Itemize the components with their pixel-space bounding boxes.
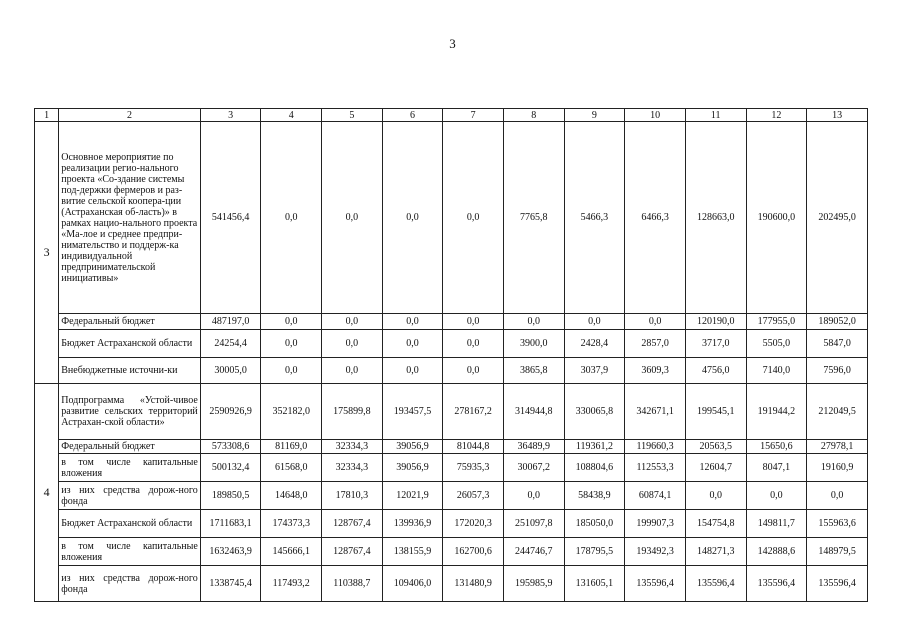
- cell-value: 32334,3: [322, 454, 383, 482]
- cell-value: 1711683,1: [200, 510, 261, 538]
- cell-value: 244746,7: [503, 538, 564, 566]
- cell-value: 24254,4: [200, 330, 261, 358]
- cell-value: 342671,1: [625, 384, 686, 440]
- cell-value: 0,0: [261, 330, 322, 358]
- table-row: [35, 314, 868, 330]
- row-label: Подпрограмма «Устой-чивое развитие сельских территорий Астрахан-ской области»: [59, 384, 201, 440]
- cell-value: 0,0: [503, 314, 564, 330]
- cell-value: 7140,0: [746, 358, 807, 384]
- cell-value: 0,0: [443, 330, 504, 358]
- cell-value: 30067,2: [503, 454, 564, 482]
- cell-value: 0,0: [322, 122, 383, 314]
- cell-value: 110388,7: [322, 566, 383, 602]
- table-row: [35, 566, 868, 602]
- column-header: 4: [261, 109, 322, 122]
- cell-value: 199545,1: [685, 384, 746, 440]
- cell-value: 120190,0: [685, 314, 746, 330]
- cell-value: 314944,8: [503, 384, 564, 440]
- table-row: [35, 510, 868, 538]
- cell-value: 195985,9: [503, 566, 564, 602]
- column-header: 11: [685, 109, 746, 122]
- cell-value: 19160,9: [807, 454, 868, 482]
- cell-value: 117493,2: [261, 566, 322, 602]
- cell-value: 131480,9: [443, 566, 504, 602]
- cell-value: 189850,5: [200, 482, 261, 510]
- cell-value: 119660,3: [625, 440, 686, 454]
- cell-value: 5466,3: [564, 122, 625, 314]
- cell-value: 60874,1: [625, 482, 686, 510]
- cell-value: 0,0: [261, 358, 322, 384]
- cell-value: 17810,3: [322, 482, 383, 510]
- cell-value: 109406,0: [382, 566, 443, 602]
- group-number: 4: [35, 384, 59, 602]
- cell-value: 15650,6: [746, 440, 807, 454]
- cell-value: 135596,4: [685, 566, 746, 602]
- cell-value: 14648,0: [261, 482, 322, 510]
- cell-value: 172020,3: [443, 510, 504, 538]
- cell-value: 352182,0: [261, 384, 322, 440]
- cell-value: 500132,4: [200, 454, 261, 482]
- cell-value: 487197,0: [200, 314, 261, 330]
- column-header: 8: [503, 109, 564, 122]
- cell-value: 202495,0: [807, 122, 868, 314]
- cell-value: 6466,3: [625, 122, 686, 314]
- cell-value: 2857,0: [625, 330, 686, 358]
- cell-value: 135596,4: [625, 566, 686, 602]
- cell-value: 0,0: [443, 122, 504, 314]
- table-row: [35, 440, 868, 454]
- cell-value: 154754,8: [685, 510, 746, 538]
- cell-value: 81169,0: [261, 440, 322, 454]
- cell-value: 5847,0: [807, 330, 868, 358]
- cell-value: 5505,0: [746, 330, 807, 358]
- table-row: [35, 538, 868, 566]
- cell-value: 7596,0: [807, 358, 868, 384]
- cell-value: 0,0: [443, 358, 504, 384]
- cell-value: 61568,0: [261, 454, 322, 482]
- group-number: 3: [35, 122, 59, 384]
- row-label: Бюджет Астраханской области: [59, 330, 201, 358]
- header-row: [35, 109, 868, 122]
- cell-value: 112553,3: [625, 454, 686, 482]
- table-row: [35, 384, 868, 440]
- cell-value: 128767,4: [322, 538, 383, 566]
- column-header: 10: [625, 109, 686, 122]
- cell-value: 135596,4: [746, 566, 807, 602]
- row-label: Федеральный бюджет: [59, 314, 201, 330]
- cell-value: 142888,6: [746, 538, 807, 566]
- cell-value: 0,0: [382, 314, 443, 330]
- cell-value: 36489,9: [503, 440, 564, 454]
- cell-value: 1338745,4: [200, 566, 261, 602]
- column-header: 2: [59, 109, 201, 122]
- cell-value: 148271,3: [685, 538, 746, 566]
- cell-value: 573308,6: [200, 440, 261, 454]
- cell-value: 174373,3: [261, 510, 322, 538]
- row-label: в том числе капитальные вложения: [59, 538, 201, 566]
- cell-value: 330065,8: [564, 384, 625, 440]
- column-header: 5: [322, 109, 383, 122]
- cell-value: 193457,5: [382, 384, 443, 440]
- cell-value: 39056,9: [382, 454, 443, 482]
- cell-value: 12021,9: [382, 482, 443, 510]
- cell-value: 541456,4: [200, 122, 261, 314]
- cell-value: 131605,1: [564, 566, 625, 602]
- cell-value: 162700,6: [443, 538, 504, 566]
- cell-value: 251097,8: [503, 510, 564, 538]
- cell-value: 0,0: [261, 314, 322, 330]
- cell-value: 193492,3: [625, 538, 686, 566]
- cell-value: 128663,0: [685, 122, 746, 314]
- cell-value: 189052,0: [807, 314, 868, 330]
- cell-value: 149811,7: [746, 510, 807, 538]
- table-row: [35, 454, 868, 482]
- column-header: 6: [382, 109, 443, 122]
- cell-value: 3037,9: [564, 358, 625, 384]
- cell-value: 3717,0: [685, 330, 746, 358]
- cell-value: 2590926,9: [200, 384, 261, 440]
- cell-value: 191944,2: [746, 384, 807, 440]
- cell-value: 0,0: [261, 122, 322, 314]
- table-row: [35, 122, 868, 314]
- row-label: Бюджет Астраханской области: [59, 510, 201, 538]
- cell-value: 190600,0: [746, 122, 807, 314]
- row-label: из них средства дорож-ного фонда: [59, 482, 201, 510]
- table-row: [35, 330, 868, 358]
- column-header: 9: [564, 109, 625, 122]
- row-label: Федеральный бюджет: [59, 440, 201, 454]
- cell-value: 26057,3: [443, 482, 504, 510]
- cell-value: 81044,8: [443, 440, 504, 454]
- cell-value: 27978,1: [807, 440, 868, 454]
- cell-value: 128767,4: [322, 510, 383, 538]
- row-label: Основное мероприятие по реализации регио-нального проекта «Со-здание системы под-держки фермеров и раз-витие сельской коопера-ции (Астраханская об-ласть)» в рамках нацио-нального проекта «Ма-лое и среднее предпри-нимательство и поддерж-ка индивидуальной предпринимательской инициативы»: [59, 122, 201, 314]
- row-label: в том числе капитальные вложения: [59, 454, 201, 482]
- cell-value: 0,0: [382, 122, 443, 314]
- page-number: 3: [449, 36, 456, 51]
- column-header: 12: [746, 109, 807, 122]
- cell-value: 138155,9: [382, 538, 443, 566]
- cell-value: 3609,3: [625, 358, 686, 384]
- cell-value: 30005,0: [200, 358, 261, 384]
- cell-value: 135596,4: [807, 566, 868, 602]
- cell-value: 0,0: [685, 482, 746, 510]
- cell-value: 0,0: [564, 314, 625, 330]
- row-label: Внебюджетные источни-ки: [59, 358, 201, 384]
- cell-value: 0,0: [382, 358, 443, 384]
- cell-value: 39056,9: [382, 440, 443, 454]
- cell-value: 108804,6: [564, 454, 625, 482]
- cell-value: 32334,3: [322, 440, 383, 454]
- cell-value: 12604,7: [685, 454, 746, 482]
- cell-value: 4756,0: [685, 358, 746, 384]
- cell-value: 119361,2: [564, 440, 625, 454]
- column-header: 7: [443, 109, 504, 122]
- cell-value: 177955,0: [746, 314, 807, 330]
- cell-value: 0,0: [322, 314, 383, 330]
- table-row: [35, 482, 868, 510]
- cell-value: 0,0: [322, 330, 383, 358]
- cell-value: 155963,6: [807, 510, 868, 538]
- cell-value: 58438,9: [564, 482, 625, 510]
- cell-value: 75935,3: [443, 454, 504, 482]
- cell-value: 0,0: [503, 482, 564, 510]
- column-header: 1: [35, 109, 59, 122]
- budget-table: [34, 108, 868, 602]
- cell-value: 0,0: [746, 482, 807, 510]
- cell-value: 0,0: [807, 482, 868, 510]
- cell-value: 3865,8: [503, 358, 564, 384]
- cell-value: 0,0: [443, 314, 504, 330]
- cell-value: 0,0: [382, 330, 443, 358]
- cell-value: 20563,5: [685, 440, 746, 454]
- column-header: 13: [807, 109, 868, 122]
- row-label: из них средства дорож-ного фонда: [59, 566, 201, 602]
- cell-value: 1632463,9: [200, 538, 261, 566]
- cell-value: 2428,4: [564, 330, 625, 358]
- cell-value: 175899,8: [322, 384, 383, 440]
- cell-value: 7765,8: [503, 122, 564, 314]
- cell-value: 0,0: [322, 358, 383, 384]
- cell-value: 199907,3: [625, 510, 686, 538]
- cell-value: 145666,1: [261, 538, 322, 566]
- cell-value: 212049,5: [807, 384, 868, 440]
- cell-value: 139936,9: [382, 510, 443, 538]
- cell-value: 278167,2: [443, 384, 504, 440]
- cell-value: 148979,5: [807, 538, 868, 566]
- cell-value: 8047,1: [746, 454, 807, 482]
- table-row: [35, 358, 868, 384]
- cell-value: 0,0: [625, 314, 686, 330]
- cell-value: 178795,5: [564, 538, 625, 566]
- cell-value: 3900,0: [503, 330, 564, 358]
- cell-value: 185050,0: [564, 510, 625, 538]
- column-header: 3: [200, 109, 261, 122]
